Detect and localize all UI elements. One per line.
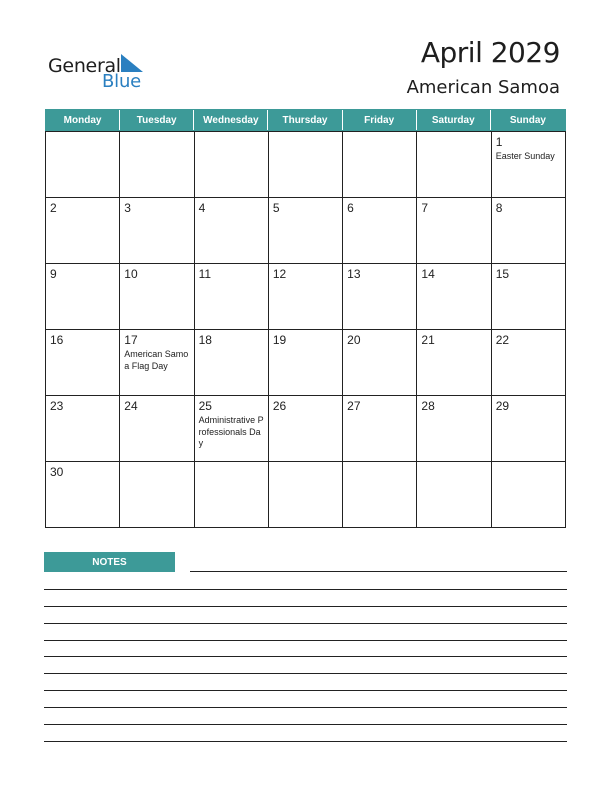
day-number: 25 [198,399,212,413]
day-number: 10 [124,267,138,281]
day-cell [46,264,120,330]
day-cell [343,264,417,330]
day-cell [417,198,491,264]
day-number: 5 [272,201,280,215]
notes-line [190,571,567,572]
page-subtitle: American Samoa [406,77,560,98]
day-cell [120,132,194,198]
day-number: 1 [495,135,503,149]
day-cell [343,132,417,198]
notes-line [44,707,567,708]
notes-line [44,673,567,674]
notes-line [44,724,567,725]
day-cell [120,396,194,462]
day-cell [195,198,269,264]
notes-line [44,640,567,641]
day-cell [343,198,417,264]
day-cell [195,396,269,462]
logo [48,52,158,92]
day-number: 12 [272,267,287,281]
notes-line [44,623,567,624]
day-cell [492,198,566,264]
day-cell [492,330,566,396]
day-cell [417,132,491,198]
calendar-header [45,109,566,131]
day-number: 30 [50,465,64,479]
day-cell [343,462,417,528]
weekday-tuesday: Tuesday [120,110,194,130]
weekday-monday: Monday [46,110,120,130]
day-cell [120,198,194,264]
day-number: 11 [198,267,212,281]
weekday-saturday: Saturday [417,110,491,130]
day-number: 2 [50,201,57,215]
holiday-label: American Samoa Flag Day [124,349,189,371]
day-cell [195,264,269,330]
notes-line [44,606,567,607]
day-cell [343,396,417,462]
logo-triangle-icon [121,54,143,72]
day-cell [46,330,120,396]
day-number: 4 [198,201,206,215]
calendar [45,109,566,530]
day-cell [195,132,269,198]
day-cell [492,462,566,528]
logo-general-text: General [48,55,121,77]
day-cell [343,330,417,396]
day-cell [269,198,343,264]
day-cell [46,462,120,528]
day-cell [269,396,343,462]
day-cell [492,264,566,330]
day-number: 15 [495,267,510,281]
day-number: 13 [347,267,361,281]
day-cell [120,264,194,330]
day-number: 27 [347,399,361,413]
weekday-sunday: Sunday [509,114,546,126]
day-cell [269,462,343,528]
page-title: April 2029 [420,36,560,69]
day-number: 8 [495,201,503,215]
day-cell [46,132,120,198]
day-number: 28 [421,399,435,413]
day-cell [195,462,269,528]
day-number: 26 [272,399,287,413]
day-cell [120,330,194,396]
weekday-wednesday: Wednesday [194,110,268,130]
day-number: 29 [495,399,510,413]
notes-line [44,741,567,742]
day-number: 18 [198,333,212,347]
day-number: 21 [421,333,435,347]
day-cell [269,132,343,198]
day-cell [195,330,269,396]
day-cell [46,198,120,264]
day-number: 7 [421,201,429,215]
day-number: 23 [50,399,64,413]
notes-line [44,589,567,590]
day-number: 3 [124,201,131,215]
notes-label: NOTES [44,552,175,572]
day-number: 17 [124,333,138,347]
day-cell [492,132,566,198]
day-number: 9 [50,267,57,281]
day-cell [120,462,194,528]
notes-line [44,656,567,657]
day-number: 22 [495,333,510,347]
day-cell [417,396,491,462]
day-number: 16 [50,333,64,347]
logo-blue-text: Blue [102,71,142,92]
day-cell [269,264,343,330]
holiday-label: Easter Sunday [495,151,555,161]
notes-line [44,690,567,691]
weekday-friday: Friday [343,110,417,130]
weekday-thursday: Thursday [268,110,342,130]
day-cell [417,330,491,396]
day-number: 24 [124,399,138,413]
day-number: 19 [272,333,287,347]
day-number: 6 [347,201,354,215]
day-cell [417,264,491,330]
day-cell [269,330,343,396]
day-cell [492,396,566,462]
day-cell [46,396,120,462]
day-number: 20 [347,333,361,347]
day-number: 14 [421,267,435,281]
calendar-grid [45,131,566,528]
holiday-label: Administrative Professionals Day [198,415,264,448]
day-cell [417,462,491,528]
